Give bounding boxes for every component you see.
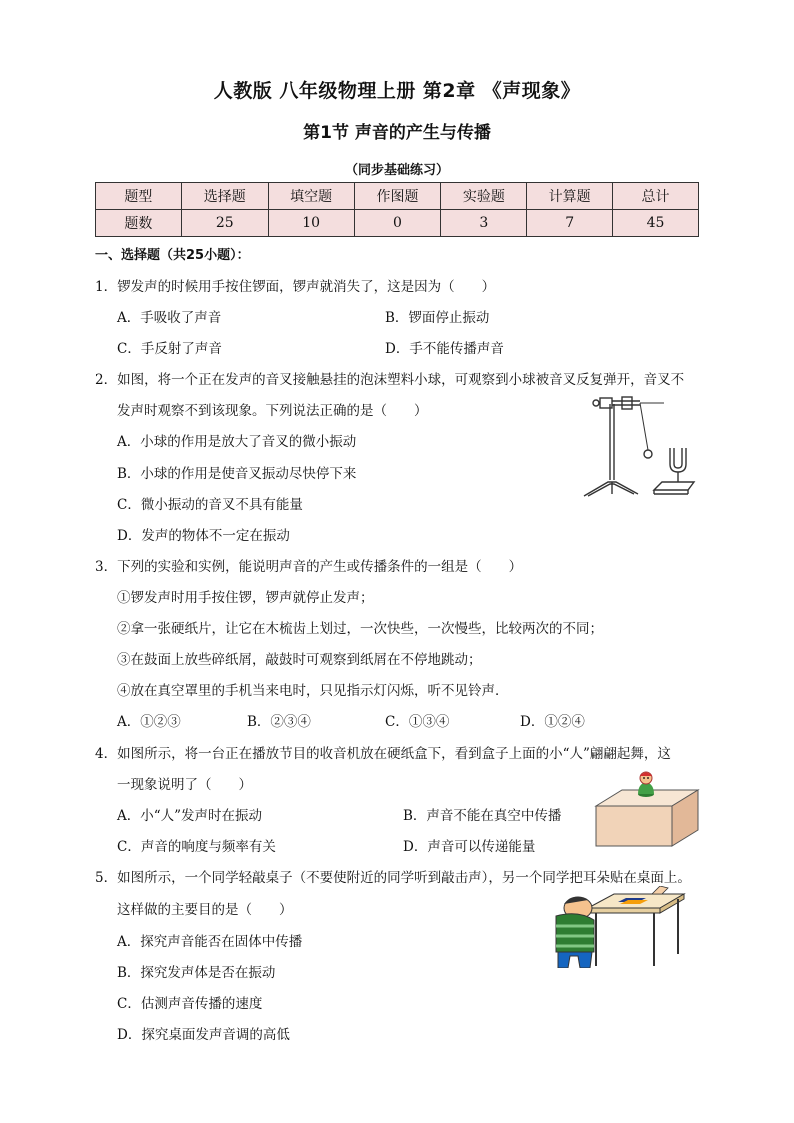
question-2-stem-line-2: 发声时观察不到该现象。下列说法正确的是（ ）: [117, 403, 428, 419]
question-1-option-c[interactable]: C．手反射了声音: [117, 341, 222, 357]
table-row: [96, 210, 699, 237]
question-3-stem: 3．下列的实验和实例，能说明声音的产生或传播条件的一组是（ ）: [95, 559, 523, 575]
table-cell: 45: [613, 210, 699, 237]
ear-on-desk-figure: [548, 886, 688, 968]
table-cell: 3: [441, 210, 527, 237]
question-3-option-a[interactable]: A．①②③: [117, 714, 181, 730]
question-1-stem: 1．锣发声的时候用手按住锣面，锣声就消失了，这是因为（ ）: [95, 279, 496, 295]
table-header-cell: 填空题: [268, 183, 354, 210]
question-5-option-a[interactable]: A．探究声音能否在固体中传播: [117, 934, 303, 950]
question-2-option-c[interactable]: C．微小振动的音叉不具有能量: [117, 497, 303, 513]
page-title: 人教版 八年级物理上册 第2章 《声现象》: [213, 80, 581, 102]
table-header-row: [96, 183, 699, 210]
question-5-stem-line-1: 5．如图所示，一个同学轻敲桌子（不要使附近的同学听到敲击声），另一个同学把耳朵贴在桌面上。: [95, 870, 691, 886]
table-cell: 题数: [96, 210, 182, 237]
table-cell: 25: [181, 210, 268, 237]
question-4-option-c[interactable]: C．声音的响度与频率有关: [117, 839, 276, 855]
question-4-option-b[interactable]: B．声音不能在真空中传播: [403, 808, 562, 824]
question-4-option-d[interactable]: D．声音可以传递能量: [403, 839, 536, 855]
question-4-stem-line-2: 一现象说明了（ ）: [117, 777, 252, 793]
question-3-item-2: ②拿一张硬纸片，让它在木梳齿上划过，一次快些，一次慢些，比较两次的不同；: [117, 621, 603, 637]
question-3-option-c[interactable]: C．①③④: [385, 714, 450, 730]
table-header-cell: 计算题: [527, 183, 613, 210]
question-3-item-3: ③在鼓面上放些碎纸屑，敲鼓时可观察到纸屑在不停地跳动；: [117, 652, 482, 668]
question-4-stem-line-1: 4．如图所示，将一台正在播放节目的收音机放在硬纸盒下，看到盒子上面的小“人”翩翩起舞，这: [95, 746, 671, 762]
question-5-stem-line-2: 这样做的主要目的是（ ）: [117, 902, 293, 918]
question-3-item-1: ①锣发声时用手按住锣，锣声就停止发声；: [117, 590, 374, 606]
section-heading: 一、选择题（共25小题）：: [95, 248, 250, 263]
table-header-cell: 实验题: [441, 183, 527, 210]
question-summary-table: [95, 182, 699, 237]
question-1-option-a[interactable]: A．手吸收了声音: [117, 310, 222, 326]
table-cell: 10: [268, 210, 354, 237]
question-1-option-b[interactable]: B．锣面停止振动: [385, 310, 490, 326]
question-4-option-a[interactable]: A．小“人”发声时在振动: [117, 808, 263, 824]
question-2-stem-line-1: 2．如图，将一个正在发声的音叉接触悬挂的泡沫塑料小球，可观察到小球被音叉反复弹开，音叉不: [95, 372, 685, 388]
tuning-fork-figure: [578, 392, 700, 502]
question-3-option-d[interactable]: D．①②④: [520, 714, 585, 730]
practice-label: （同步基础练习）: [344, 163, 449, 178]
question-3-item-4: ④放在真空罩里的手机当来电时，只见指示灯闪烁，听不见铃声．: [117, 683, 509, 699]
section-subtitle: 第1节 声音的产生与传播: [303, 123, 491, 143]
question-3-option-b[interactable]: B．②③④: [247, 714, 311, 730]
table-header-cell: 总计: [613, 183, 699, 210]
question-2-option-a[interactable]: A．小球的作用是放大了音叉的微小振动: [117, 434, 357, 450]
question-2-option-b[interactable]: B．小球的作用是使音叉振动尽快停下来: [117, 466, 357, 482]
table-header-cell: 题型: [96, 183, 182, 210]
question-5-option-c[interactable]: C．估测声音传播的速度: [117, 996, 263, 1012]
box-dancer-figure: [592, 770, 702, 850]
table-cell: 7: [527, 210, 613, 237]
question-2-option-d[interactable]: D．发声的物体不一定在振动: [117, 528, 290, 544]
table-cell: 0: [354, 210, 441, 237]
question-5-option-d[interactable]: D．探究桌面发声音调的高低: [117, 1027, 290, 1043]
question-1-option-d[interactable]: D．手不能传播声音: [385, 341, 504, 357]
table-header-cell: 作图题: [354, 183, 441, 210]
table-header-cell: 选择题: [181, 183, 268, 210]
question-5-option-b[interactable]: B．探究发声体是否在振动: [117, 965, 276, 981]
